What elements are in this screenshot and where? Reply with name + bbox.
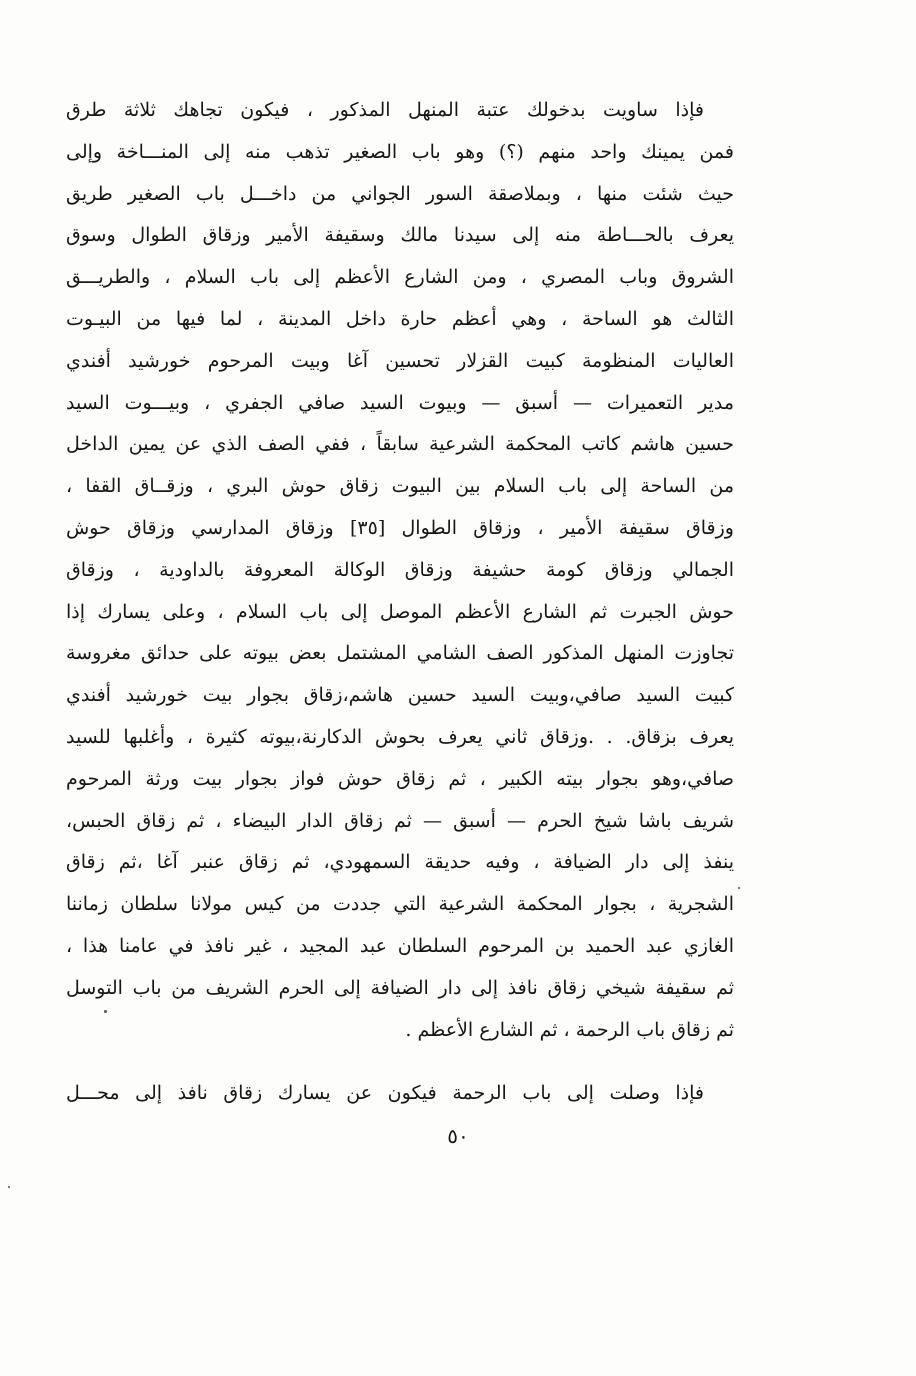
text-line: تجاوزت المنهل المذكور الصف الشامي المشتمل بعض بيوته على حدائق مغروسة — [66, 642, 734, 665]
text-line: الشجرية ، بجوار المحكمة الشرعية التي جددت من كيس مولانا سلطان زماننا — [66, 893, 734, 916]
text-line: العاليات المنظومة كبيت القزلار تحسين آغا وبيت المرحوم خورشيد أفندي — [66, 349, 734, 372]
text-line: ينفذ إلى دار الضيافة ، وفيه حديقة السمهودي، ثم زقاق عنبر آغا ،ثم زقاق — [66, 851, 734, 874]
text-line: الشروق وباب المصري ، ومن الشارع الأعظم إلى باب السلام ، والطريـــق — [66, 266, 734, 289]
paragraph-gap — [66, 1051, 734, 1073]
text-line: صافي،وهو بجوار بيته الكبير ، ثم زقاق حوش فواز بجوار بيت ورثة المرحوم — [66, 767, 734, 790]
text-line: الجمالي وزقاق كومة حشيفة وزقاق الوكالة المعروفة بالداودية ، وزقاق — [66, 558, 734, 581]
paragraph-1 — [66, 90, 734, 1051]
text-line: يعرف بزقاق. . .وزقاق ثاني يعرف بحوش الدكارنة،بيوته كثيرة ، وأغلبها للسيد — [66, 725, 734, 748]
text-line: وزقاق سقيفة الأمير ، وزقاق الطوال [٣٥] وزقاق المدارسي وزقاق حوش — [66, 516, 734, 539]
text-line: كبيت السيد صافي،وبيت السيد حسين هاشم،زقاق بجوار بيت خورشيد أفندي — [66, 684, 734, 707]
text-line: ثم زقاق باب الرحمة ، ثم الشارع الأعظم . — [405, 1018, 734, 1041]
scan-speck — [8, 1186, 10, 1188]
text-line: الغازي عبد الحميد بن المرحوم السلطان عبد المجيد ، غير نافذ في عامنا هذا ، — [66, 934, 734, 957]
text-line: حيث شئت منها ، وبملاصقة السور الجواني من داخـــل باب الصغير طريق — [66, 182, 734, 205]
text-line: ثم سقيفة شيخي زقاق نافذ إلى دار الضيافة إلى الحرم الشريف من باب التوسل — [66, 976, 734, 999]
text-line: يعرف بالحـــاطة منه إلى سيدنا مالك وسقيفة الأمير وزقاق الطوال وسوق — [66, 224, 734, 247]
text-line: الثالث هو الساحة ، وهي أعظم حارة داخل المدينة ، لما فيها من البيـوت — [66, 307, 734, 330]
text-line: حوش الجبرت ثم الشارع الأعظم الموصل إلى باب السلام ، وعلى يسارك إذا — [66, 600, 734, 623]
text-line: حسين هاشم كاتب المحكمة الشرعية سابقاً ، ففي الصف الذي عن يمين الداخل — [66, 433, 734, 456]
main-text — [66, 90, 734, 1115]
text-line: فإذا وصلت إلى باب الرحمة فيكون عن يسارك زقاق نافذ إلى محـــل — [66, 1082, 704, 1105]
text-line: فمن يمينك واحد منهم (؟) وهو باب الصغير تذهب منه إلى المنـــاخة وإلى — [66, 140, 734, 163]
scan-speck — [738, 887, 740, 889]
text-line: فإذا ساويت بدخولك عتبة المنهل المذكور ، فيكون تجاهك ثلاثة طرق — [66, 99, 704, 121]
scan-speck — [104, 1010, 107, 1013]
text-line: شريف باشا شيخ الحرم — أسبق — ثم زقاق الدار البيضاء ، ثم زقاق الحبس، — [66, 809, 734, 832]
text-line: مدير التعميرات — أسبق — وبيوت السيد صافي الجفري ، وبيـــوت السيد — [66, 391, 734, 414]
text-line: من الساحة إلى باب السلام بين البيوت زقاق حوش البري ، وزقــاق القفا ، — [66, 475, 734, 498]
paragraph-2 — [66, 1073, 734, 1115]
page-number: ٥٠ — [447, 1124, 469, 1148]
